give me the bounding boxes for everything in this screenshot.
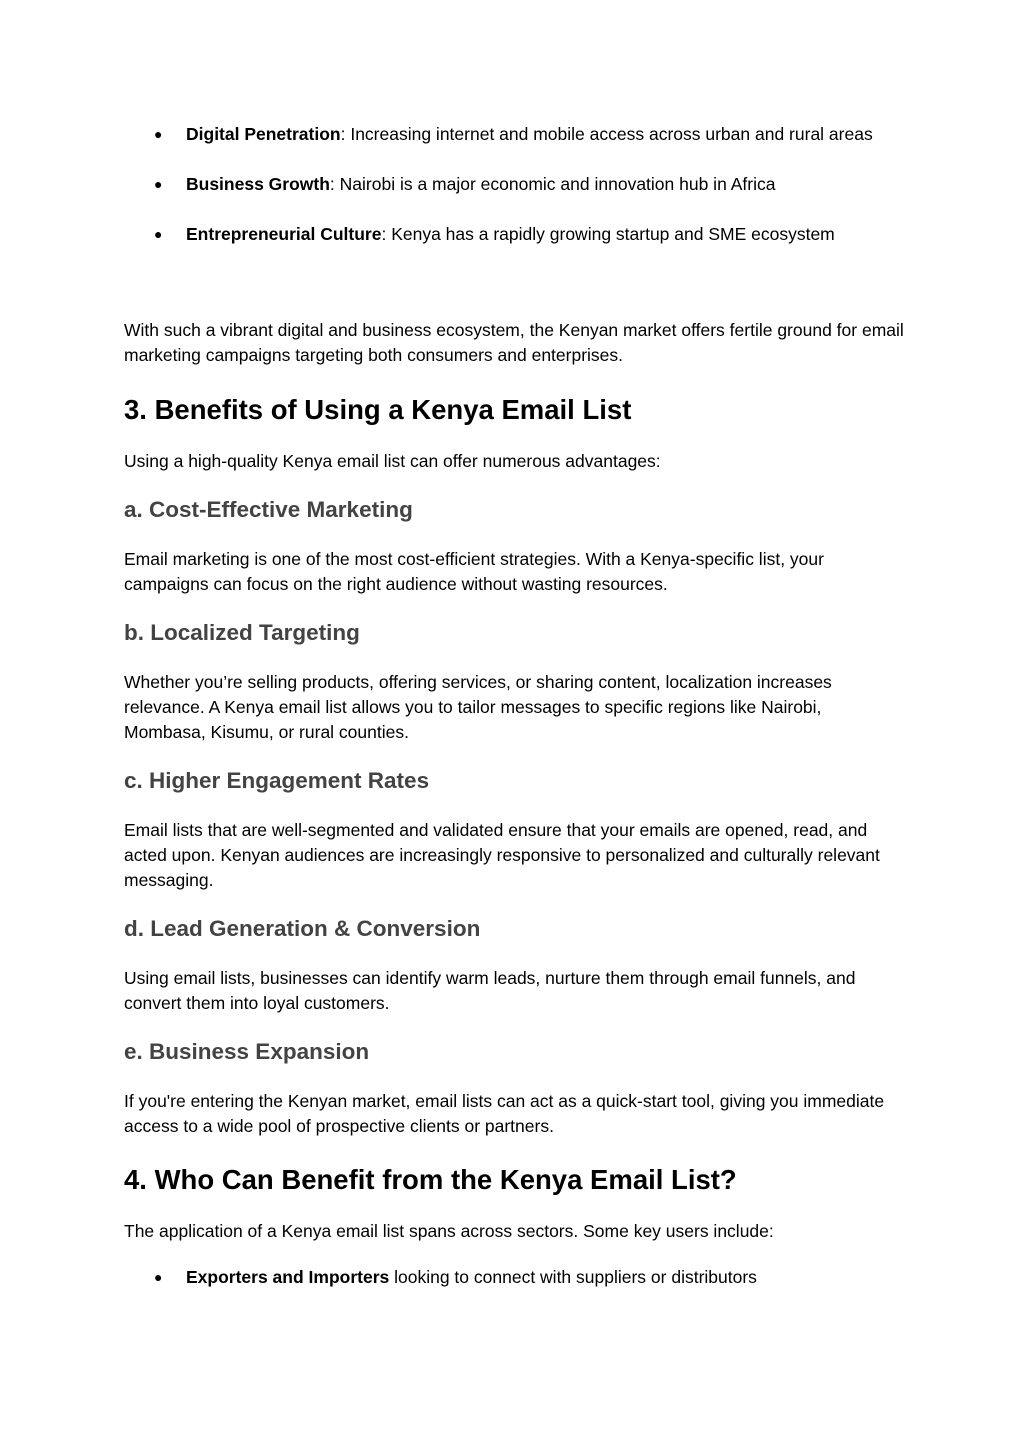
subsection-heading-engagement: c. Higher Engagement Rates (124, 768, 430, 793)
subsection-body-engagement: Email lists that are well-segmented and validated ensure that your emails are opened, read, and acted upon. Kenyan audiences are increasingly responsive to personalized and culturally relevant messaging. (124, 820, 880, 890)
bullet-icon: ● (154, 1269, 163, 1285)
bullet-icon: ● (154, 226, 163, 242)
bullet-term: Entrepreneurial Culture (186, 224, 382, 244)
section3-heading: 3. Benefits of Using a Kenya Email List (124, 394, 632, 425)
section4-intro: The application of a Kenya email list spans across sectors. Some key users include: (124, 1221, 774, 1241)
subsection-body-cost-effective: Email marketing is one of the most cost-efficient strategies. With a Kenya-specific list, your campaigns can focus on the right audience without wasting resources. (124, 549, 824, 594)
subsection-body-lead-generation: Using email lists, businesses can identify warm leads, nurture them through email funnels, and convert them into loyal customers. (124, 968, 856, 1013)
list-item (124, 122, 904, 147)
section3-intro: Using a high-quality Kenya email list can offer numerous advantages: (124, 451, 661, 471)
list-item (124, 1265, 904, 1290)
subsection-heading-lead-generation: d. Lead Generation & Conversion (124, 916, 481, 941)
subsection-heading-localized: b. Localized Targeting (124, 620, 360, 645)
subsection-body-expansion: If you're entering the Kenyan market, email lists can act as a quick-start tool, giving you immediate access to a wide pool of prospective clients or partners. (124, 1091, 885, 1136)
bullet-term: Digital Penetration (186, 124, 341, 144)
bullet-term: Exporters and Importers (186, 1267, 390, 1287)
bullet-icon: ● (154, 126, 163, 142)
bullet-text: looking to connect with suppliers or distributors (389, 1267, 757, 1287)
subsection-heading-cost-effective: a. Cost-Effective Marketing (124, 497, 413, 522)
list-item (124, 222, 904, 247)
subsection-body-localized: Whether you’re selling products, offering services, or sharing content, localization increases relevance. A Kenya email list allows you to tailor messages to specific regions like Nairobi, Mombasa, Kisumu, or rural counties. (124, 672, 832, 742)
intro-paragraph: With such a vibrant digital and business ecosystem, the Kenyan market offers fertile ground for email marketing campaigns targeting both consumers and enterprises. (124, 320, 904, 365)
section4-heading: 4. Who Can Benefit from the Kenya Email List? (124, 1164, 737, 1195)
subsection-heading-expansion: e. Business Expansion (124, 1039, 370, 1064)
bullet-text: : Nairobi is a major economic and innovation hub in Africa (329, 174, 776, 194)
section4-bullet-list (124, 1265, 904, 1290)
top-bullet-list (124, 122, 904, 247)
bullet-text: : Increasing internet and mobile access across urban and rural areas (340, 124, 873, 144)
bullet-text: : Kenya has a rapidly growing startup and SME ecosystem (381, 224, 835, 244)
bullet-icon: ● (154, 176, 163, 192)
bullet-term: Business Growth (186, 174, 330, 194)
list-item (124, 172, 904, 197)
